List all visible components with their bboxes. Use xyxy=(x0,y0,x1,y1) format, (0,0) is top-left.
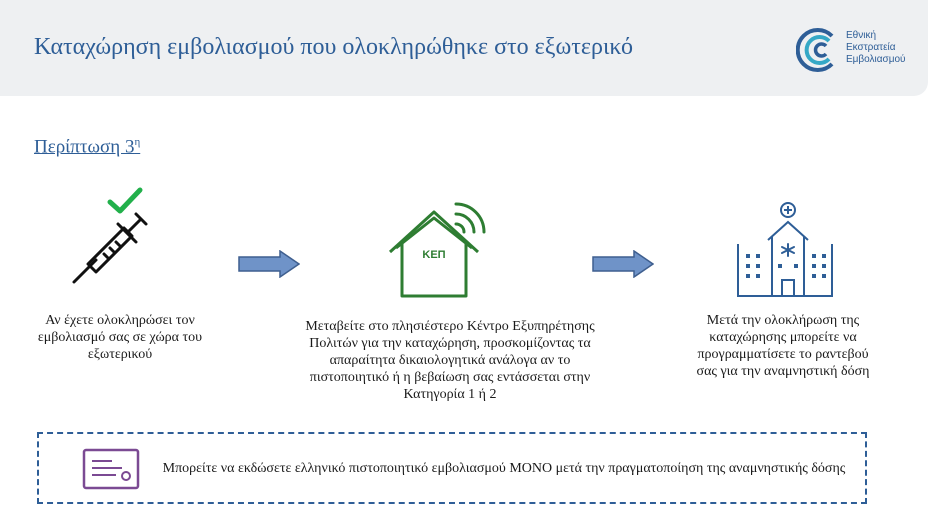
logo-line: Εκστρατεία xyxy=(846,42,896,53)
page-title: Καταχώρηση εμβολιασμού που ολοκληρώθηκε στο εξωτερικό xyxy=(34,34,633,60)
case-heading xyxy=(34,136,140,158)
logo-text xyxy=(846,30,906,66)
syringe-check-icon xyxy=(66,184,156,288)
arrow-right-icon xyxy=(238,250,300,278)
step-1-text: Αν έχετε ολοκληρώσει τον εμβολιασμό σας σε χώρα του εξωτερικού xyxy=(37,313,203,362)
logo-line: Εθνική xyxy=(846,30,877,41)
certificate-icon xyxy=(82,448,140,490)
case-label: Περίπτωση 3 xyxy=(34,136,135,158)
logo-line: Εμβολιασμού xyxy=(846,54,906,65)
campaign-logo-icon xyxy=(796,26,840,74)
kep-label: ΚΕΠ xyxy=(422,249,446,261)
step-3-text: Μετά την ολοκλήρωση της καταχώρησης μπορείτε να προγραμματίσετε το ραντεβού σας για την αναμνηστική δόση xyxy=(696,313,870,379)
arrow-right-icon xyxy=(592,250,654,278)
case-superscript: η xyxy=(134,136,141,148)
kep-house-icon xyxy=(384,196,496,300)
note-text: Μπορείτε να εκδώσετε ελληνικό πιστοποιητικό εμβολιασμού ΜΟΝΟ μετά την πραγματοποίηση της αναμνηστικής δόσης xyxy=(162,461,846,476)
step-2-text: Μεταβείτε στο πλησιέστερο Κέντρο Εξυπηρέτησης Πολιτών για την καταχώρηση, προσκομίζοντας τα απαραίτητα δικαιολογητικά ανάλογα αν το πιστοποιητικό ή η βεβαίωση σας εντάσσεται στην Κατηγορία 1 ή 2 xyxy=(305,319,595,402)
header-banner xyxy=(0,0,928,96)
hospital-icon xyxy=(732,200,836,298)
